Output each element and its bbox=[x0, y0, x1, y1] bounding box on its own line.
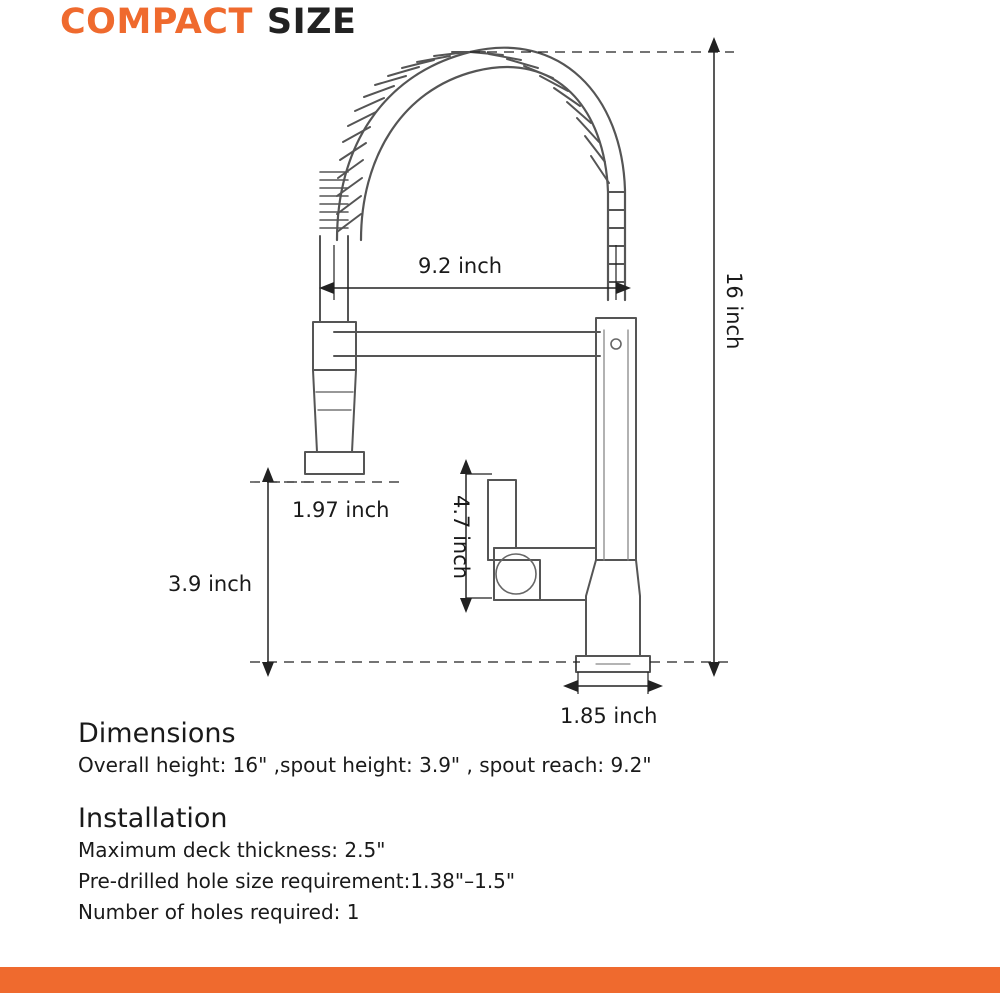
title-compact-word: COMPACT bbox=[60, 2, 253, 42]
dimension-label-overall-height: 16 inch bbox=[722, 272, 746, 350]
installation-hole-size: Pre-drilled hole size requirement:1.38"–1.5" bbox=[78, 869, 516, 893]
dimensions-section bbox=[78, 718, 958, 782]
title-size-word: SIZE bbox=[266, 2, 357, 42]
installation-hole-count: Number of holes required: 1 bbox=[78, 900, 360, 924]
installation-heading: Installation bbox=[78, 803, 228, 834]
dimension-label-spout-reach: 9.2 inch bbox=[418, 254, 503, 278]
bottom-accent-bar bbox=[0, 967, 1000, 993]
dimension-label-base-width: 1.85 inch bbox=[560, 704, 658, 728]
installation-section bbox=[78, 803, 958, 929]
dimension-label-spout-height: 3.9 inch bbox=[168, 572, 253, 596]
dimension-label-handle-height: 4.7 inch bbox=[449, 495, 474, 580]
dimensions-detail-line: Overall height: 16" ,spout height: 3.9" , spout reach: 9.2" bbox=[78, 753, 652, 777]
installation-deck-thickness: Maximum deck thickness: 2.5" bbox=[78, 838, 386, 862]
dimensions-heading: Dimensions bbox=[78, 718, 236, 749]
dimension-label-spray-head-width: 1.97 inch bbox=[292, 498, 390, 522]
